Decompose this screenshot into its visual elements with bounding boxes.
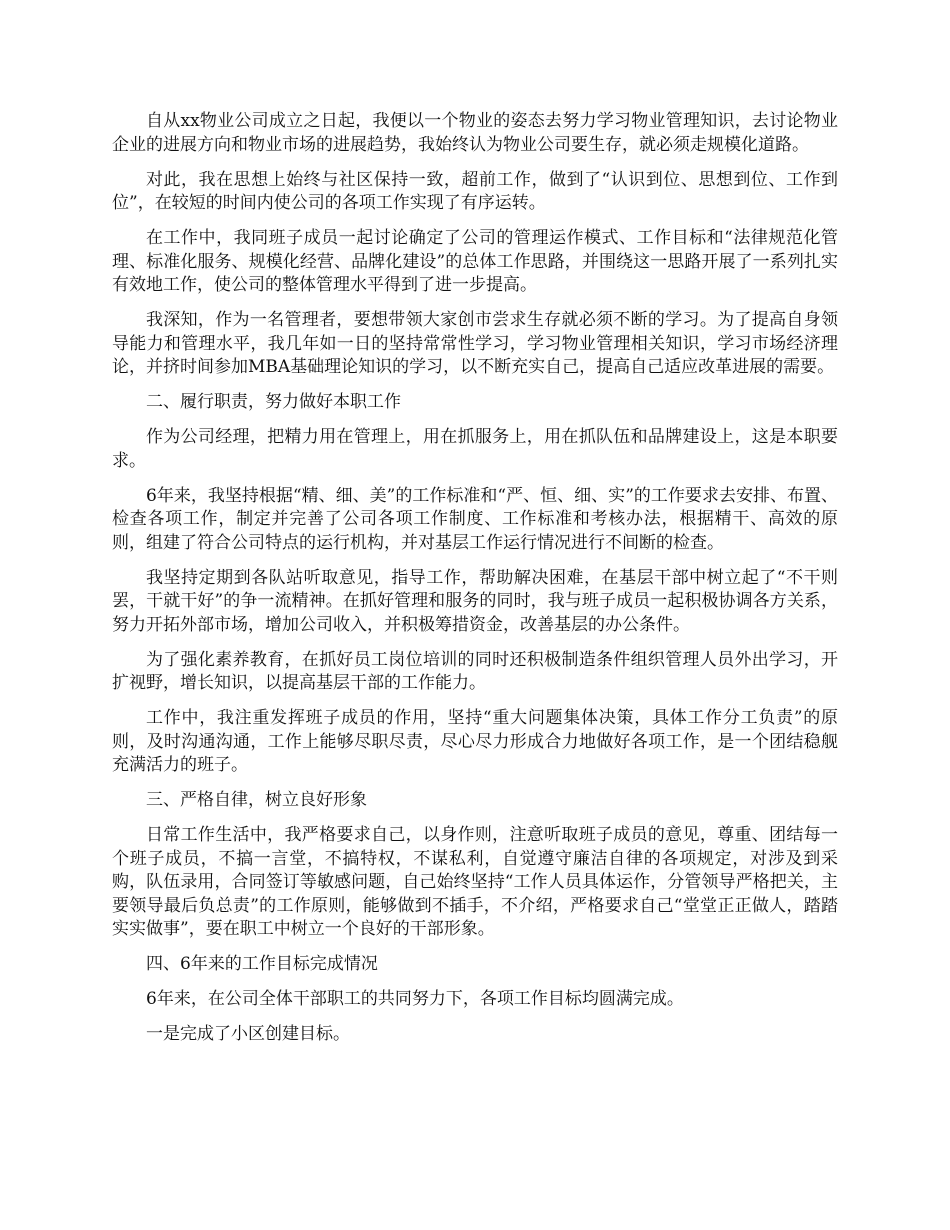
paragraph: 为了强化素养教育，在抓好员工岗位培训的同时还积极制造条件组织管理人员外出学习，开扩视野，增长知识，以提高基层干部的工作能力。 (112, 649, 838, 693)
paragraph: 6年来，在公司全体干部职工的共同努力下，各项工作目标均圆满完成。 (146, 989, 684, 1009)
paragraph: 对此，我在思想上始终与社区保持一致，超前工作，做到了“认识到位、思想到位、工作到位”，在较短的时间内使公司的各项工作实现了有序运转。 (112, 169, 838, 213)
paragraph: 日常工作生活中，我严格要求自己，以身作则，注意听取班子成员的意见，尊重、团结每一个班子成员，不搞一言堂，不搞特权，不谋私利，自觉遵守廉洁自律的各项规定，对涉及到采购，队伍录用，合同签订等敏感问题，自己始终坚持“工作人员具体运作，分管领导严格把关，主要领导最后负总责”的工作原则，能够做到不插手，不介绍，严格要求自己“堂堂正正做人，踏踏实实做事”，要在职工中树立一个良好的干部形象。 (112, 825, 838, 939)
paragraph: 在工作中，我同班子成员一起讨论确定了公司的管理运作模式、工作目标和“法律规范化管理、标准化服务、规模化经营、品牌化建设”的总体工作思路，并围绕这一思路开展了一系列扎实有效地工作，使公司的整体管理水平得到了进一步提高。 (112, 228, 838, 295)
paragraph: 工作中，我注重发挥班子成员的作用，坚持“重大问题集体决策，具体工作分工负责”的原则，及时沟通沟通，工作上能够尽职尽责，尽心尽力形成合力地做好各项工作，是一个团结稳舰充满活力的班子。 (112, 708, 838, 775)
paragraph: 一是完成了小区创建目标。 (146, 1024, 350, 1044)
paragraph: 自从xx物业公司成立之日起，我便以一个物业的姿态去努力学习物业管理知识，去讨论物业企业的进展方向和物业市场的进展趋势，我始终认为物业公司要生存，就必须走规模化道路。 (112, 111, 838, 155)
paragraph: 6年来，我坚持根据“精、细、美”的工作标准和“严、恒、细、实”的工作要求去安排、布置、检查各项工作，制定并完善了公司各项工作制度、工作标准和考核办法，根据精干、高效的原则，组建了符合公司特点的运行机构，并对基层工作运行情况进行不间断的检查。 (112, 485, 838, 553)
paragraph: 我深知，作为一名管理者，要想带领大家创市尝求生存就必须不断的学习。为了提高自身领导能力和管理水平，我几年如一日的坚持常常性学习，学习物业管理相关知识，学习市场经济理论，并挤时间参加MBA基础理论知识的学习，以不断充实自己，提高自己适应改革进展的需要。 (112, 310, 838, 377)
section-heading: 三、严格自律，树立良好形象 (146, 790, 367, 810)
section-heading: 二、履行职责，努力做好本职工作 (146, 392, 401, 412)
paragraph: 作为公司经理，把精力用在管理上，用在抓服务上，用在抓队伍和品牌建设上，这是本职要求。 (112, 427, 838, 471)
paragraph: 我坚持定期到各队站听取意见，指导工作，帮助解决困难，在基层干部中树立起了“不干则罢，干就干好”的争一流精神。在抓好管理和服务的同时，我与班子成员一起积极协调各方关系，努力开拓外部市场，增加公司收入，并积极筹措资金，改善基层的办公条件。 (112, 567, 838, 635)
document-body (112, 110, 838, 1058)
section-heading: 四、6年来的工作目标完成情况 (146, 954, 378, 974)
